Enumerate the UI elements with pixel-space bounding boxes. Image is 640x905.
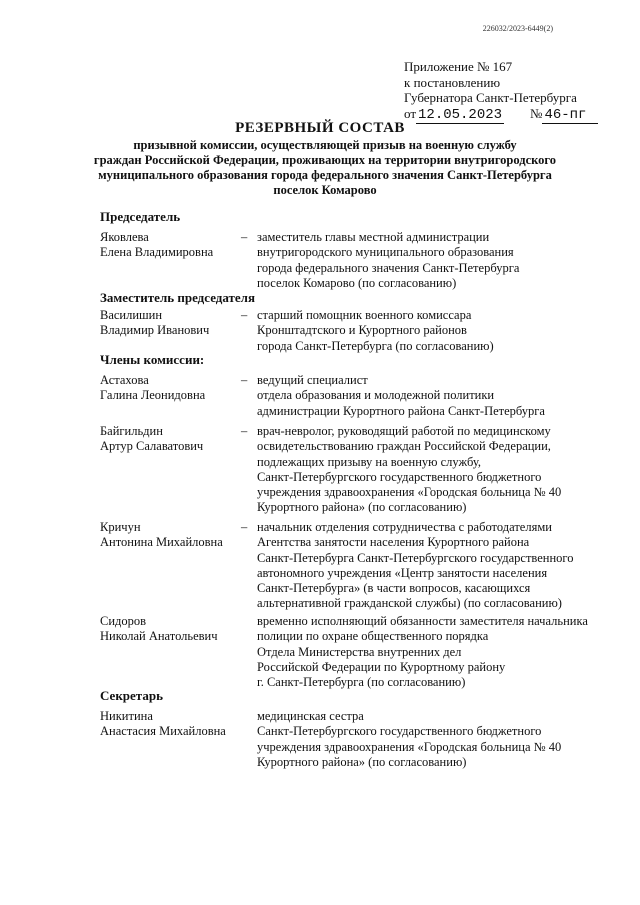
given-names: Николай Анатольевич xyxy=(100,629,218,644)
section-secretary: Секретарь xyxy=(100,688,163,703)
member-name xyxy=(100,424,240,455)
member-name xyxy=(100,520,240,551)
dash: – xyxy=(241,373,248,387)
role-line: Агентства занятости населения Курортного района xyxy=(257,535,530,550)
decree-number: 46-пг xyxy=(542,107,598,124)
surname: Кричун xyxy=(100,520,141,534)
document-number: 226032/2023-6449(2) xyxy=(482,24,553,33)
page-subtitle xyxy=(60,138,590,198)
surname: Байгильдин xyxy=(100,424,163,438)
surname: Никитина xyxy=(100,709,153,723)
decree-date: 12.05.2023 xyxy=(418,106,503,123)
role-line: Курортного района» (по согласованию) xyxy=(257,500,467,515)
role-line: Санкт-Петербургского государственного бюджетного xyxy=(257,724,542,739)
role-line: Кронштадтского и Курортного районов xyxy=(257,323,467,338)
member-name xyxy=(100,709,240,740)
page-title: РЕЗЕРВНЫЙ СОСТАВ xyxy=(235,120,405,136)
member-role xyxy=(257,230,622,291)
role-line: отдела образования и молодежной политики xyxy=(257,388,495,403)
role-line: врач-невролог, руководящий работой по медицинскому xyxy=(257,424,551,438)
role-line: медицинская сестра xyxy=(257,709,364,723)
surname: Сидоров xyxy=(100,614,147,628)
section-chairman: Председатель xyxy=(100,209,181,224)
member-role xyxy=(257,520,622,612)
role-line: начальник отделения сотрудничества с работодателями xyxy=(257,520,552,534)
role-line: автономного учреждения «Центр занятости населения xyxy=(257,565,548,580)
member-role xyxy=(257,308,622,354)
num-label: № xyxy=(530,105,543,121)
from-label: от xyxy=(404,105,417,121)
appendix-line-3: Губернатора Санкт-Петербурга xyxy=(404,90,577,105)
appendix-block xyxy=(404,59,598,123)
surname: Яковлева xyxy=(100,230,149,244)
role-line: освидетельствованию граждан Российской Федерации, xyxy=(257,439,551,454)
member-role xyxy=(257,424,622,516)
role-line: администрации Курортного района Санкт-Петербурга xyxy=(257,403,545,418)
role-line: г. Санкт-Петербурга (по согласованию) xyxy=(257,675,466,690)
appendix-line-1: Приложение № 167 xyxy=(404,59,513,74)
role-line: Курортного района» (по согласованию) xyxy=(257,754,467,769)
member-name xyxy=(100,373,240,404)
role-line: Российской Федерации по Курортному району xyxy=(257,659,506,674)
member-role xyxy=(257,614,622,690)
member-role xyxy=(257,709,622,770)
role-line: старший помощник военного комиссара xyxy=(257,308,472,322)
section-members: Члены комиссии: xyxy=(100,352,205,367)
dash: – xyxy=(241,520,248,534)
role-line: поселок Комарово (по согласованию) xyxy=(257,275,457,290)
subtitle-line: муниципального образования города федерального значения Санкт-Петербурга xyxy=(98,168,552,182)
given-names: Владимир Иванович xyxy=(100,323,210,338)
given-names: Анастасия Михайловна xyxy=(100,724,226,739)
role-line: Санкт-Петербургского государственного бюджетного xyxy=(257,469,542,484)
member-name xyxy=(100,614,240,645)
subtitle-line: поселок Комарово xyxy=(273,183,377,197)
member-role xyxy=(257,373,622,419)
role-line: Санкт-Петербурга» (в части вопросов, касающихся xyxy=(257,581,531,596)
role-line: полиции по охране общественного порядка xyxy=(257,629,489,644)
role-line: альтернативной гражданской службы) (по согласованию) xyxy=(257,596,562,611)
given-names: Артур Салаватович xyxy=(100,439,204,454)
dash: – xyxy=(241,230,248,244)
member-name xyxy=(100,230,240,261)
role-line: ведущий специалист xyxy=(257,373,368,387)
dash: – xyxy=(241,424,248,438)
role-line: города федерального значения Санкт-Петербурга xyxy=(257,260,520,275)
surname: Василишин xyxy=(100,308,163,322)
role-line: заместитель главы местной администрации xyxy=(257,230,490,244)
dash: – xyxy=(241,308,248,322)
role-line: Отдела Министерства внутренних дел xyxy=(257,644,462,659)
section-deputy: Заместитель председателя xyxy=(100,290,256,305)
role-line: Санкт-Петербурга Санкт-Петербургского государственного xyxy=(257,550,574,565)
given-names: Антонина Михайловна xyxy=(100,535,223,550)
role-line: учреждения здравоохранения «Городская больница № 40 xyxy=(257,485,562,500)
given-names: Галина Леонидовна xyxy=(100,388,206,403)
subtitle-line: граждан Российской Федерации, проживающих на территории внутригородского xyxy=(93,153,557,167)
role-line: подлежащих призыву на военную службу, xyxy=(257,454,481,469)
given-names: Елена Владимировна xyxy=(100,245,214,260)
role-line: города Санкт-Петербурга (по согласованию) xyxy=(257,338,494,353)
surname: Астахова xyxy=(100,373,149,387)
appendix-line-2: к постановлению xyxy=(404,74,501,90)
role-line: учреждения здравоохранения «Городская больница № 40 xyxy=(257,739,562,754)
role-line: временно исполняющий обязанности заместителя начальника xyxy=(257,614,588,628)
subtitle-line: призывной комиссии, осуществляющей призыв на военную службу xyxy=(133,138,517,152)
member-name xyxy=(100,308,240,339)
role-line: внутригородского муниципального образования xyxy=(257,245,514,260)
